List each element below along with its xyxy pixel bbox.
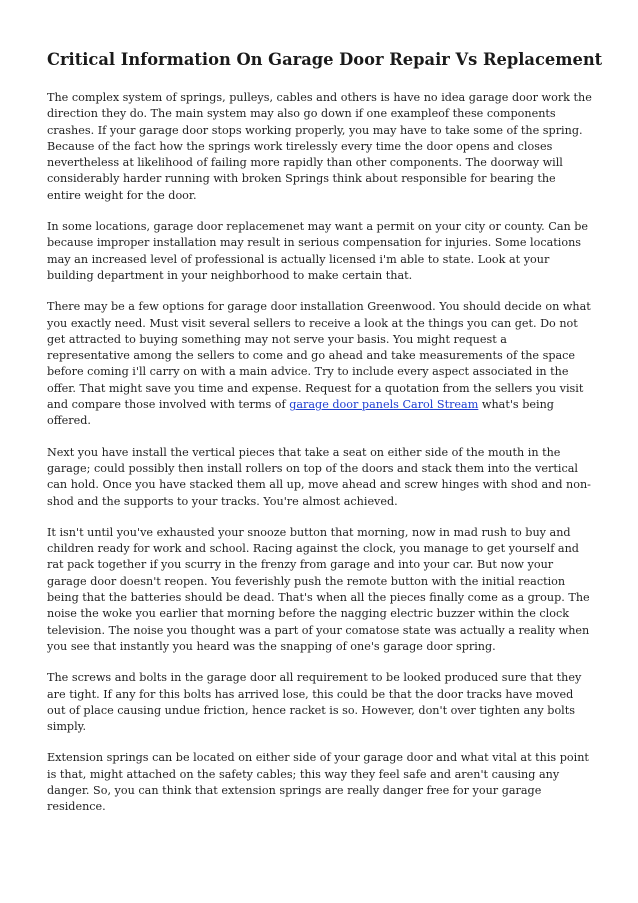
paragraph-screws-bolts: The screws and bolts in the garage door all requirement to be looked produced sure that they are tight. If any for this bolts has arrived lose, this could be that the door tracks have moved out of place causing undue friction, hence racket is so. However, don't over tighten any bolts simply. — [47, 671, 582, 734]
document-page — [47, 48, 603, 831]
paragraph-installation-options — [47, 299, 593, 429]
garage-door-panels-link[interactable]: garage door panels Carol Stream — [289, 398, 479, 412]
document-title: Critical Information On Garage Door Repair Vs Replacement — [47, 50, 603, 69]
paragraph-text: There may be a few options for garage door installation Greenwood. You should decide on what you exactly need. Must visit several sellers to receive a look at the things you can get. Do not get attracted to buying something may not serve your basis. You might request a representative among the sellers to come and go ahead and take measurements of the space before coming i'll carry on with a main advice. Try to include every aspect associated in the offer. That might save you time and expense. Request for a quotation from the sellers you visit and compare those involved with terms of — [47, 300, 591, 412]
paragraph-springs: The complex system of springs, pulleys, cables and others is have no idea garage door work the direction they do. The main system may also go down if one exampleof these components crashes. If your garage door stops working properly, you may have to take some of the spring. Because of the fact how the springs work tirelessly every time the door opens and closes nevertheless at likelihood of failing more rapidly than other components. The doorway will considerably harder running with broken Springs think about responsible for bearing the entire weight for the door. — [47, 91, 592, 202]
paragraph-vertical-pieces: Next you have install the vertical pieces that take a seat on either side of the mouth in the garage; could possibly then install rollers on top of the doors and stack them into the vertical can hold. Once you have stacked them all up, move ahead and screw hinges with shod and non-shod and the supports to your tracks. You're almost achieved. — [47, 445, 591, 508]
paragraph-extension-springs: Extension springs can be located on either side of your garage door and what vital at this point is that, might attached on the safety cables; this way they feel safe and aren't causing any danger. So, you can think that extension springs are really danger free for your garage residence. — [47, 751, 589, 814]
paragraph-snooze-story: It isn't until you've exhausted your snooze button that morning, now in mad rush to buy and children ready for work and school. Racing against the clock, you manage to get yourself and rat pack together if you scurry in the frenzy from garage and into your car. But now your garage door doesn't reopen. You feverishly push the remote button with the initial reaction being that the batteries should be dead. That's when all the pieces finally come as a group. The noise the woke you earlier that morning before the nagging electric buzzer within the clock television. The noise you thought was a part of your comatose state was actually a reality when you see that instantly you heard was the snapping of one's garage door spring. — [47, 525, 590, 653]
paragraph-text: what's being offered. — [47, 398, 554, 428]
paragraph-permit: In some locations, garage door replacemenet may want a permit on your city or county. Can be because improper installation may result in serious compensation for injuries. Some locations may an increased level of professional is actually licensed i'm able to state. Look at your building department in your neighborhood to make certain that. — [47, 220, 589, 282]
